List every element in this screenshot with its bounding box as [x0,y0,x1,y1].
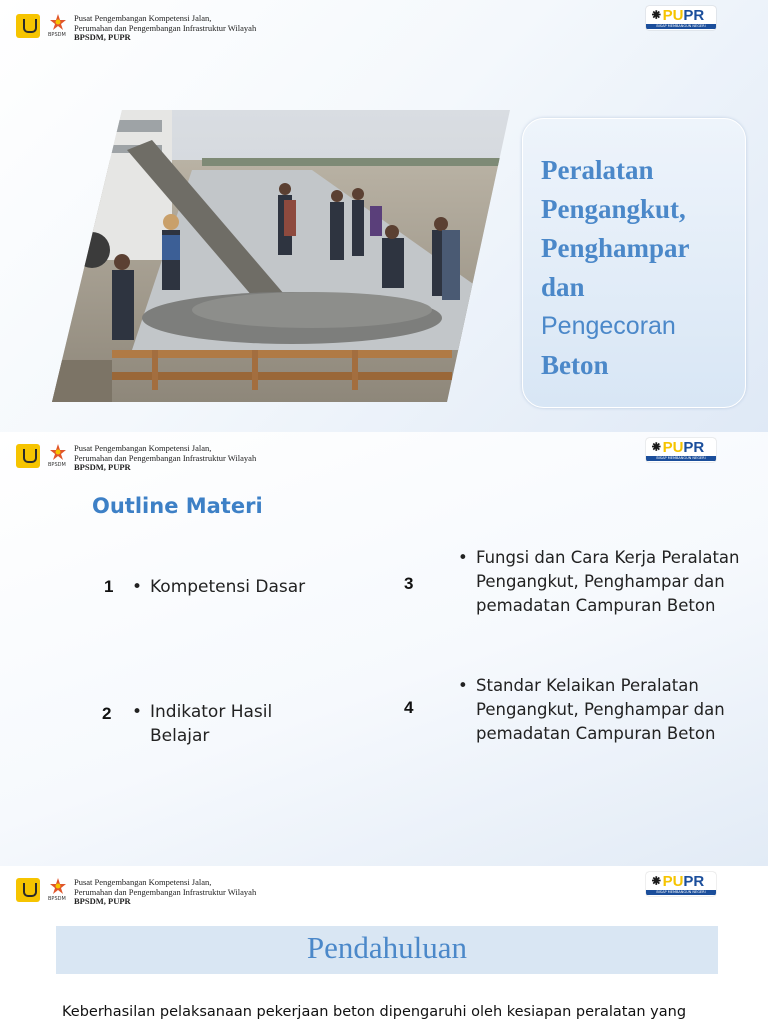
outline-number-2: 2 [102,704,112,723]
pupr-logo-pu: PU [662,873,684,890]
outline-title: Outline Materi [92,494,263,518]
outline-item-line: Indikator Hasil [150,702,273,722]
institution-line-3: BPSDM, PUPR [74,462,131,472]
outline-item-3 [458,546,740,618]
pupr-logo-icon: ⁕ [650,439,663,456]
bpsdm-logo-icon [50,444,66,462]
pupr-logo-pu: PU [662,439,684,456]
bpsdm-label: BPSDM [48,32,66,38]
institution-text [74,14,256,43]
institution-header [16,442,316,472]
pu-logo-icon [16,444,40,468]
outline-item-line: Belajar [150,726,210,746]
institution-header [16,12,316,42]
section-title: Pendahuluan [306,930,468,965]
slide-title-text [541,151,690,385]
pupr-logo-pr: PR [683,873,705,890]
pupr-tagline: BISAP MEMBANGUN NEGERI [646,24,716,29]
intro-paragraph: Keberhasilan pelaksanaan pekerjaan beton dipengaruhi oleh kesiapan peralatan yang [62,1004,687,1020]
bpsdm-logo-icon [50,14,66,32]
institution-text [74,444,256,473]
concrete-pouring-photo [52,110,510,402]
bpsdm-label: BPSDM [48,462,66,468]
institution-line-2: Perumahan dan Pengembangan Infrastruktur Wilayah [74,452,257,463]
pupr-logo-icon: ⁕ [650,873,663,890]
outline-item-line: Pengangkut, Penghampar dan [476,700,725,719]
bullet-icon: • [132,702,143,722]
slide-title [0,0,768,432]
institution-line-1: Pusat Pengembangan Kompetensi Jalan, [74,13,212,23]
bpsdm-label: BPSDM [48,896,66,902]
title-line: Pengecoran [541,312,676,340]
pupr-tagline: BISAP MEMBANGUN NEGERI [646,890,716,895]
bullet-icon: • [132,577,143,597]
pupr-logo [646,438,716,462]
slide-outline [0,432,768,866]
title-panel [522,118,746,408]
pupr-logo-pr: PR [683,7,705,24]
bullet-icon: • [458,676,468,695]
section-title-band [56,926,718,974]
institution-header [16,876,316,906]
pupr-logo [646,6,716,30]
pupr-logo-icon: ⁕ [650,7,663,24]
bullet-icon: • [458,548,468,567]
institution-line-2: Perumahan dan Pengembangan Infrastruktur Wilayah [74,22,257,33]
outline-item-1 [132,575,306,599]
institution-line-3: BPSDM, PUPR [74,32,131,42]
outline-number-1: 1 [104,577,114,596]
pu-logo-icon [16,14,40,38]
slide-introduction [0,866,768,1024]
outline-item-line: pemadatan Campuran Beton [476,724,716,743]
pupr-tagline: BISAP MEMBANGUN NEGERI [646,456,716,461]
outline-item-4 [458,674,725,746]
outline-item-line: Kompetensi Dasar [150,577,306,597]
pu-logo-icon [16,878,40,902]
title-line: Penghampar [541,233,690,263]
pupr-logo-pr: PR [683,439,705,456]
institution-line-3: BPSDM, PUPR [74,896,131,906]
pupr-logo-pu: PU [662,7,684,24]
outline-item-line: Fungsi dan Cara Kerja Peralatan [476,548,740,567]
institution-line-1: Pusat Pengembangan Kompetensi Jalan, [74,443,212,453]
title-line: Pengangkut, [541,194,686,224]
outline-item-2 [132,700,273,748]
outline-item-line: pemadatan Campuran Beton [476,596,716,615]
pupr-logo [646,872,716,896]
outline-item-line: Pengangkut, Penghampar dan [476,572,725,591]
outline-item-line: Standar Kelaikan Peralatan [476,676,699,695]
title-line: Peralatan [541,155,654,185]
institution-text [74,878,256,907]
outline-number-4: 4 [404,698,414,717]
title-line: dan [541,272,585,302]
outline-number-3: 3 [404,574,414,593]
bpsdm-logo-icon [50,878,66,896]
institution-line-1: Pusat Pengembangan Kompetensi Jalan, [74,877,212,887]
institution-line-2: Perumahan dan Pengembangan Infrastruktur Wilayah [74,886,257,897]
title-line: Beton [541,350,609,380]
